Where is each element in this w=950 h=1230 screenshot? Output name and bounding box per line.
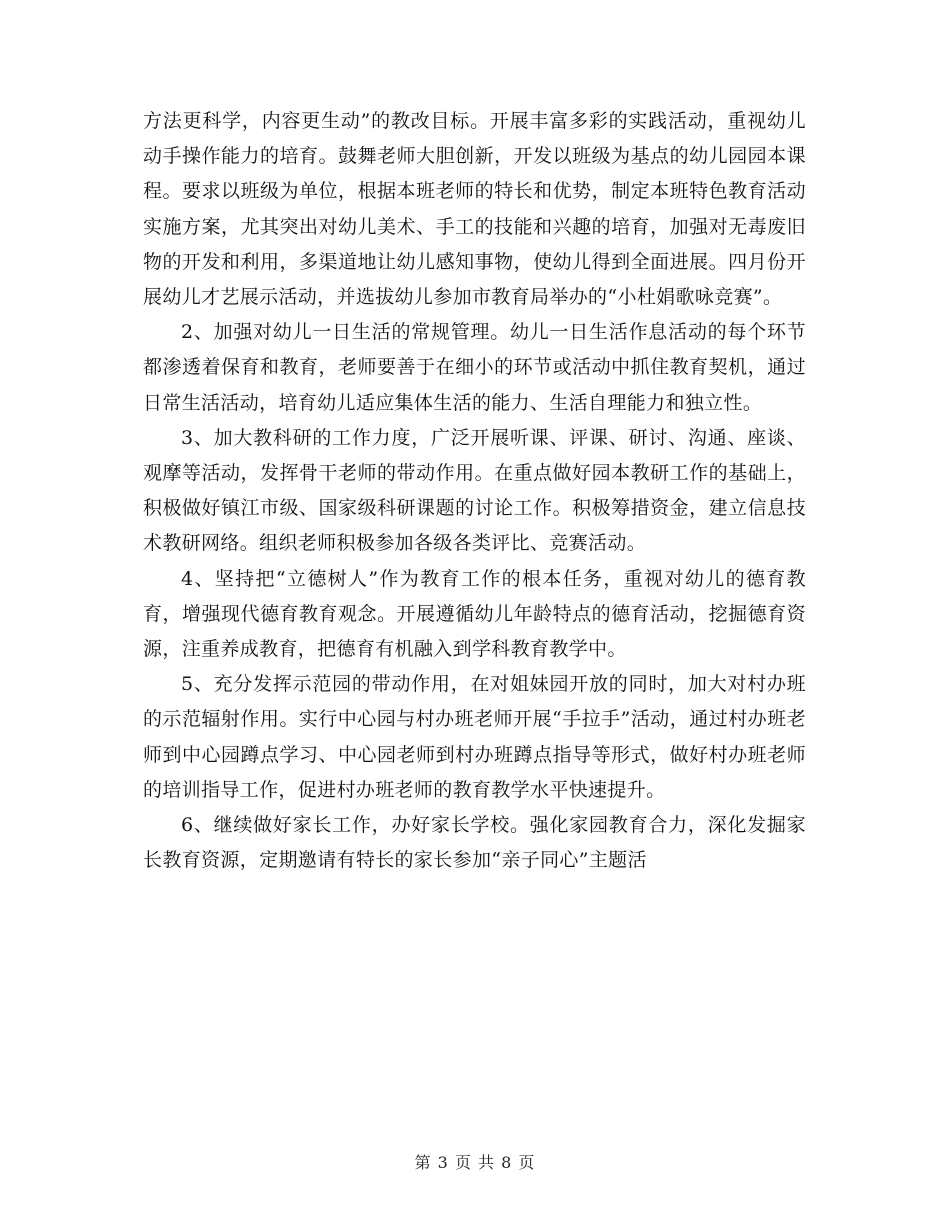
document-body — [143, 104, 806, 878]
paragraph-item-3: 3、加大教科研的工作力度，广泛开展听课、评课、研讨、沟通、座谈、观摩等活动，发挥骨干老师的带动作用。在重点做好园本教研工作的基础上，积极做好镇江市级、国家级科研课题的讨论工作。积极筹措资金，建立信息技术教研网络。组织老师积极参加各级各类评比、竞赛活动。 — [143, 426, 806, 555]
paragraph-continuation: 方法更科学，内容更生动”的教改目标。开展丰富多彩的实践活动，重视幼儿动手操作能力的培育。鼓舞老师大胆创新，开发以班级为基点的幼儿园园本课程。要求以班级为单位，根据本班老师的特长和优势，制定本班特色教育活动实施方案，尤其突出对幼儿美术、手工的技能和兴趣的培育，加强对无毒废旧物的开发和利用，多渠道地让幼儿感知事物，使幼儿得到全面进展。四月份开展幼儿才艺展示活动，并选拔幼儿参加市教育局举办的“小杜娟歌咏竞赛”。 — [143, 110, 806, 309]
paragraph-item-6: 6、继续做好家长工作，办好家长学校。强化家园教育合力，深化发掘家长教育资源，定期邀请有特长的家长参加“亲子同心”主题活 — [143, 814, 806, 872]
paragraph-item-4: 4、坚持把“立德树人”作为教育工作的根本任务，重视对幼儿的德育教育，增强现代德育教育观念。开展遵循幼儿年龄特点的德育活动，挖掘德育资源，注重养成教育，把德育有机融入到学科教育教学中。 — [143, 567, 806, 661]
paragraph-item-5: 5、充分发挥示范园的带动作用，在对姐妹园开放的同时，加大对村办班的示范辐射作用。实行中心园与村办班老师开展“手拉手”活动，通过村办班老师到中心园蹲点学习、中心园老师到村办班蹲点指导等形式，做好村办班老师的培训指导工作，促进村办班老师的教育教学水平快速提升。 — [143, 673, 806, 801]
paragraph-item-2: 2、加强对幼儿一日生活的常规管理。幼儿一日生活作息活动的每个环节都渗透着保育和教育，老师要善于在细小的环节或活动中抓住教育契机，通过日常生活活动，培育幼儿适应集体生活的能力、生活自理能力和独立性。 — [143, 321, 806, 414]
page-number-footer: 第 3 页 共 8 页 — [414, 1153, 536, 1172]
